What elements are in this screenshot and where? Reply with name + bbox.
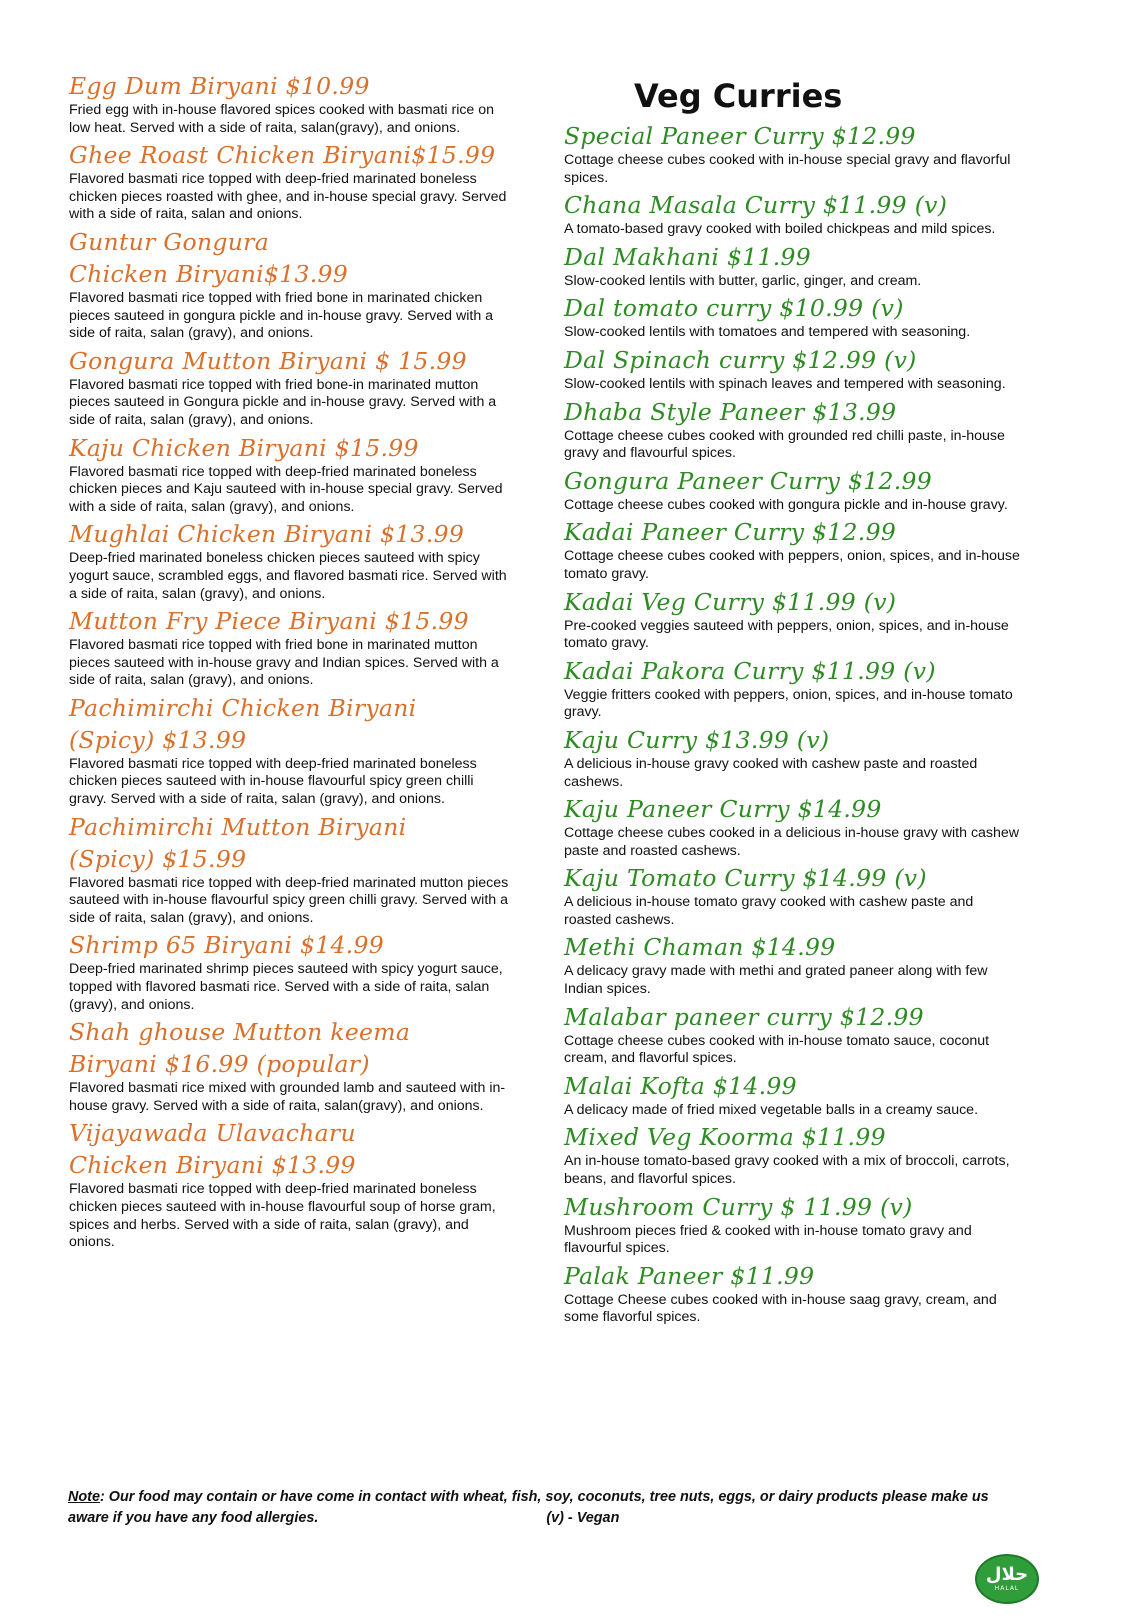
menu-item: [564, 1191, 1024, 1258]
menu-item: [69, 345, 509, 430]
item-description: Flavored basmati rice mixed with grounded lamb and sauteed with in-house gravy. Served with a side of raita, salan(gravy), and onions.: [69, 1080, 506, 1114]
menu-item: [564, 1260, 1024, 1327]
item-description: A delicious in-house gravy cooked with cashew paste and roasted cashews.: [564, 755, 978, 790]
menu-item: [69, 226, 509, 343]
item-description: Flavored basmati rice topped with fried bone in marinated mutton pieces sauteed with in-house gravy and Indian spices. Served with a side of raita, salan (gravy), and onions.: [69, 637, 499, 689]
menu-item: [69, 605, 509, 690]
menu-item: [564, 586, 1024, 653]
item-name: Mutton Fry Piece Biryani $15.99: [69, 607, 469, 636]
item-description: Cottage cheese cubes cooked with grounded red chilli paste, in-house gravy and flavourful spices.: [564, 427, 1005, 462]
item-description: Veggie fritters cooked with peppers, onion, spices, and in-house tomato gravy.: [564, 686, 1013, 721]
item-description: Slow-cooked lentils with butter, garlic, ginger, and cream.: [564, 272, 922, 289]
note-label: Note: [68, 1489, 100, 1505]
menu-item: [564, 655, 1024, 722]
item-name: Kadai Paneer Curry $12.99: [564, 518, 897, 547]
item-description: Flavored basmati rice topped with deep-fried marinated boneless chicken pieces and Kaju sauteed with in-house special gravy. Served with a side of raita, salan (gravy), and onions.: [69, 463, 503, 515]
menu-item: [69, 139, 509, 224]
biryani-column: [69, 70, 509, 1254]
item-description: Fried egg with in-house flavored spices cooked with basmati rice on low heat. Served with a side of raita, salan(gravy), and onions.: [69, 102, 495, 136]
item-name: Mughlai Chicken Biryani $13.99: [69, 520, 465, 549]
item-description: A delicacy gravy made with methi and grated paneer along with few Indian spices.: [564, 963, 988, 998]
item-description: A delicacy made of fried mixed vegetable balls in a creamy sauce.: [564, 1101, 979, 1118]
menu-item: [564, 292, 1024, 342]
item-name: Malai Kofta $14.99: [564, 1071, 797, 1100]
item-description: Flavored basmati rice topped with deep-fried marinated mutton pieces sauteed with in-house flavourful spicy green chilli gravy. Served with a side of raita, salan (gravy), and onions.: [69, 874, 509, 926]
item-description: Cottage cheese cubes cooked with gongura pickle and in-house gravy.: [564, 496, 1008, 513]
menu-item: [69, 518, 509, 603]
menu-item: [69, 70, 509, 137]
item-name: Malabar paneer curry $12.99: [564, 1002, 924, 1031]
menu-item: [564, 189, 1024, 239]
item-description: Pre-cooked veggies sauteed with peppers, onion, spices, and in-house tomato gravy.: [564, 617, 1009, 652]
item-description: An in-house tomato-based gravy cooked with a mix of broccoli, carrots, beans, and flavorful spices.: [564, 1153, 1010, 1188]
halal-logo: [975, 1554, 1039, 1604]
item-name: Guntur Gongura Chicken Biryani$13.99: [69, 227, 349, 288]
item-name: Ghee Roast Chicken Biryani$15.99: [69, 141, 496, 170]
item-name: Gongura Mutton Biryani $ 15.99: [69, 346, 467, 375]
item-name: Kaju Curry $13.99 (v): [564, 725, 830, 754]
item-description: Flavored basmati rice topped with deep-fried marinated boneless chicken pieces sauteed with in-house flavourful soup of horse gram, spices and herbs. Served with a side of raita, salan (gravy), and onions.: [69, 1181, 496, 1251]
section-title: Veg Curries: [634, 77, 843, 115]
item-name: Special Paneer Curry $12.99: [564, 122, 916, 150]
menu-item: [564, 724, 1024, 791]
item-name: Gongura Paneer Curry $12.99: [564, 466, 933, 495]
item-description: Flavored basmati rice topped with fried bone in marinated chicken pieces sauteed in gongura pickle and in-house gravy. Served with a side of raita, salan (gravy), and onions.: [69, 289, 494, 342]
item-name: Egg Dum Biryani $10.99: [69, 72, 370, 100]
item-name: Kaju Tomato Curry $14.99 (v): [564, 864, 927, 893]
item-description: Flavored basmati rice topped with deep-fried marinated boneless chicken pieces roasted with ghee, and in-house special gravy. Served with a side of raita, salan and onions.: [69, 171, 507, 223]
menu-item: [564, 862, 1024, 929]
item-description: Cottage cheese cubes cooked with peppers, onion, spices, and in-house tomato gravy.: [564, 548, 1020, 582]
menu-item: [564, 1001, 1024, 1068]
item-name: Mushroom Curry $ 11.99 (v): [564, 1192, 913, 1221]
menu-item: [69, 1016, 509, 1115]
item-description: Cottage cheese cubes cooked with in-house special gravy and flavorful spices.: [564, 152, 1011, 186]
menu-item: [564, 1121, 1024, 1188]
item-name: Kadai Pakora Curry $11.99 (v): [564, 656, 936, 685]
menu-item: [69, 692, 509, 809]
item-description: Mushroom pieces fried & cooked with in-house tomato gravy and flavourful spices.: [564, 1222, 972, 1257]
item-description: Cottage cheese cubes cooked in a delicious in-house gravy with cashew paste and roasted cashews.: [564, 825, 1020, 859]
item-name: Dal Makhani $11.99: [564, 242, 812, 271]
item-name: Palak Paneer $11.99: [564, 1261, 815, 1290]
item-description: A delicious in-house tomato gravy cooked with cashew paste and roasted cashews.: [564, 894, 974, 928]
allergy-note: [68, 1487, 1028, 1529]
item-name: Dal Spinach curry $12.99 (v): [564, 345, 917, 374]
item-name: Mixed Veg Koorma $11.99: [564, 1123, 886, 1152]
menu-item: [564, 344, 1024, 394]
item-name: Dhaba Style Paneer $13.99: [564, 397, 897, 426]
item-description: Deep-fried marinated boneless chicken pieces sauteed with spicy yogurt sauce, scrambled eggs, and flavored basmati rice. Served with a side of raita, salan (gravy), and onions.: [69, 550, 507, 602]
item-name: Pachimirchi Mutton Biryani (Spicy) $15.99: [69, 812, 407, 873]
menu-item: [564, 1070, 1024, 1120]
item-name: Shrimp 65 Biryani $14.99: [69, 931, 385, 960]
item-description: Cottage Cheese cubes cooked with in-house saag gravy, cream, and some flavorful spices.: [564, 1291, 997, 1326]
veg-curries-column: [564, 72, 1024, 1329]
item-name: Pachimirchi Chicken Biryani (Spicy) $13.99: [69, 693, 417, 754]
item-name: Kadai Veg Curry $11.99 (v): [564, 587, 897, 616]
item-name: Kaju Paneer Curry $14.99: [564, 795, 882, 824]
item-description: Flavored basmati rice topped with deep-fried marinated boneless chicken pieces sauteed with in-house flavourful spicy green chilli gravy. Served with a side of raita, salan (gravy), and onions.: [69, 755, 477, 808]
item-name: Dal tomato curry $10.99 (v): [564, 294, 904, 323]
menu-item: [564, 120, 1024, 187]
halal-logo-latin: HALAL: [994, 1585, 1020, 1592]
item-name: Methi Chaman $14.99: [564, 933, 836, 962]
menu-item: [564, 793, 1024, 860]
item-description: Flavored basmati rice topped with fried bone-in marinated mutton pieces sauteed in Gongura pickle and in-house gravy. Served with a side of raita, salan (gravy), and onions.: [69, 376, 497, 428]
menu-item: [69, 929, 509, 1014]
menu-item: [564, 931, 1024, 998]
menu-item: [564, 465, 1024, 515]
halal-logo-arabic: حلال: [985, 1564, 1029, 1585]
item-name: Kaju Chicken Biryani $15.99: [69, 433, 419, 462]
item-description: Slow-cooked lentils with spinach leaves and tempered with seasoning.: [564, 375, 1006, 392]
menu-item: [69, 432, 509, 517]
vegan-legend: (v) - Vegan: [546, 1510, 620, 1526]
menu-item: [69, 811, 509, 928]
menu-item: [69, 1117, 509, 1251]
item-description: Deep-fried marinated shrimp pieces sauteed with spicy yogurt sauce, topped with flavored basmati rice. Served with a side of raita, salan (gravy), and onions.: [69, 961, 503, 1013]
note-text: : Our food may contain or have come in contact with wheat, fish, soy, coconuts, tree nuts, eggs, or dairy products please make us aware if you have any food allergies.: [68, 1489, 989, 1526]
item-description: A tomato-based gravy cooked with boiled chickpeas and mild spices.: [564, 221, 996, 238]
item-name: Vijayawada Ulavacharu Chicken Biryani $13.99: [69, 1119, 356, 1180]
menu-item: [564, 241, 1024, 291]
item-description: Cottage cheese cubes cooked with in-house tomato sauce, coconut cream, and flavorful spices.: [564, 1032, 990, 1067]
item-name: Chana Masala Curry $11.99 (v): [564, 191, 948, 220]
item-name: Shah ghouse Mutton keema Biryani $16.99 (popular): [69, 1018, 411, 1079]
menu-item: [564, 396, 1024, 463]
item-description: Slow-cooked lentils with tomatoes and tempered with seasoning.: [564, 324, 971, 341]
menu-item: [564, 516, 1024, 583]
